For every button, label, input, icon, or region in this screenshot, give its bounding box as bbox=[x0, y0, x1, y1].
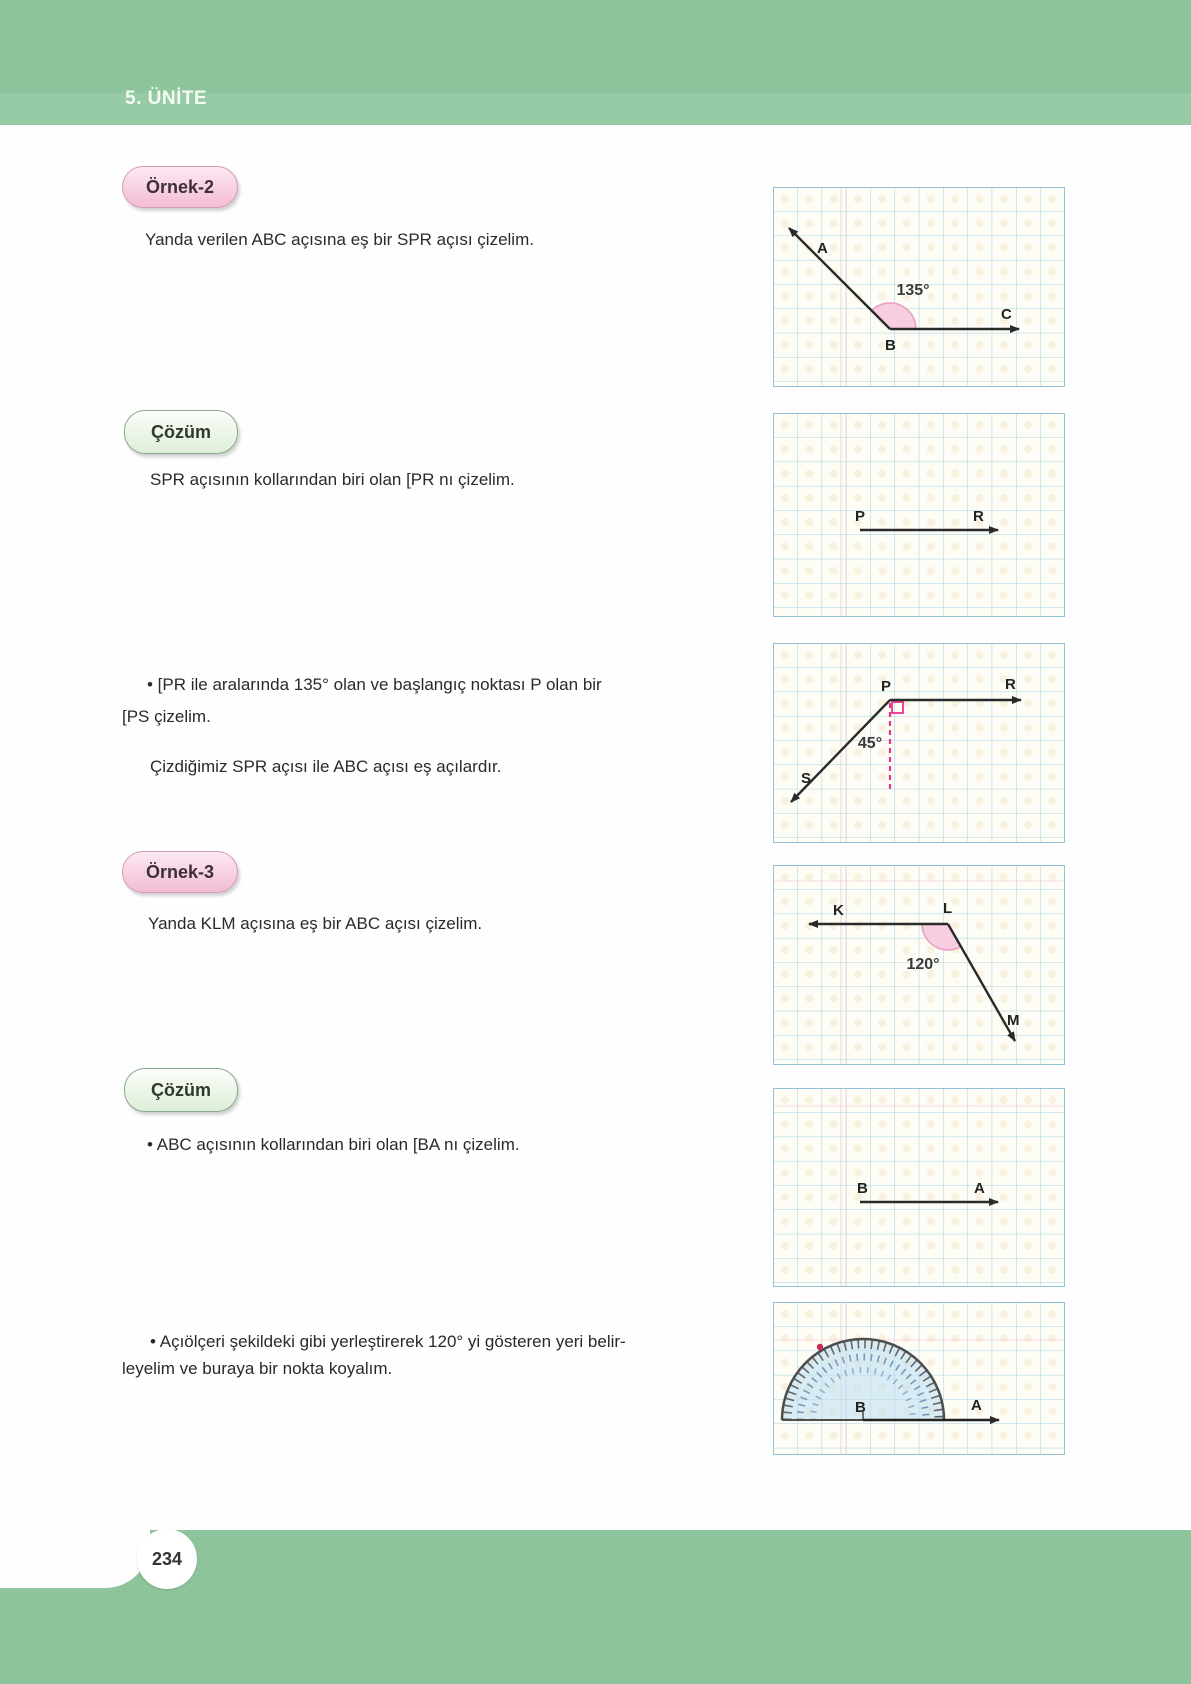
solution1-step1: SPR açısının kollarından biri olan [PR nı çizelim. bbox=[150, 470, 515, 489]
diagram-angle-klm bbox=[773, 865, 1065, 1065]
label-p: P bbox=[855, 508, 866, 525]
angle-abc-figure bbox=[773, 187, 1065, 387]
label-r: R bbox=[973, 508, 984, 525]
label-m: M bbox=[1007, 1012, 1020, 1029]
label-c: C bbox=[1001, 306, 1012, 323]
angle-spr-figure bbox=[773, 643, 1065, 843]
mark-120-dot bbox=[817, 1344, 823, 1350]
label-angle-120: 120° bbox=[906, 956, 940, 973]
solution2-step1: • ABC açısının kollarından biri olan [BA nı çizelim. bbox=[147, 1135, 520, 1154]
label-b: B bbox=[855, 1399, 866, 1416]
unit-title: 5. ÜNİTE bbox=[125, 88, 208, 109]
diagram-ray-ba bbox=[773, 1088, 1065, 1287]
label-r: R bbox=[1005, 676, 1016, 693]
example3-intro: Yanda KLM açısına eş bir ABC açısı çizelim. bbox=[148, 914, 483, 933]
diagram-angle-spr bbox=[773, 643, 1065, 843]
label-b: B bbox=[885, 337, 896, 354]
label-l: L bbox=[943, 900, 953, 917]
label-a: A bbox=[974, 1180, 985, 1197]
example2-intro: Yanda verilen ABC açısına eş bir SPR açısı çizelim. bbox=[145, 230, 534, 249]
solution1-step2-line2: [PS çizelim. bbox=[122, 707, 211, 726]
label-angle-45: 45° bbox=[857, 735, 883, 752]
diagram-protractor bbox=[773, 1302, 1065, 1455]
label-a: A bbox=[817, 240, 828, 257]
example2-badge: Örnek-2 bbox=[122, 166, 238, 208]
solution1-badge: Çözüm bbox=[124, 410, 238, 454]
ray-pr-figure bbox=[773, 413, 1065, 617]
solution1-step2-line1: • [PR ile aralarında 135° olan ve başlangıç noktası P olan bir bbox=[147, 675, 602, 694]
footer-notch bbox=[0, 1530, 150, 1588]
diagram-ray-pr bbox=[773, 413, 1065, 617]
ray-ba-figure bbox=[773, 1088, 1065, 1287]
label-angle-135: 135° bbox=[896, 282, 930, 299]
label-k: K bbox=[833, 902, 844, 919]
angle-klm-figure bbox=[773, 865, 1065, 1065]
label-s: S bbox=[801, 770, 812, 787]
label-b: B bbox=[857, 1180, 868, 1197]
diagram-angle-abc bbox=[773, 187, 1065, 387]
page-number-badge: 234 bbox=[137, 1529, 197, 1589]
solution2-badge: Çözüm bbox=[124, 1068, 238, 1112]
protractor-figure bbox=[773, 1302, 1065, 1455]
example3-badge: Örnek-3 bbox=[122, 851, 238, 893]
label-p: P bbox=[881, 678, 892, 695]
solution1-step3: Çizdiğimiz SPR açısı ile ABC açısı eş açılardır. bbox=[150, 757, 502, 776]
solution2-step2-line1: • Açıölçeri şekildeki gibi yerleştirerek 120° yi gösteren yeri belir- bbox=[150, 1332, 626, 1351]
label-a: A bbox=[971, 1397, 982, 1414]
solution2-step2-line2: leyelim ve buraya bir nokta koyalım. bbox=[122, 1359, 393, 1378]
